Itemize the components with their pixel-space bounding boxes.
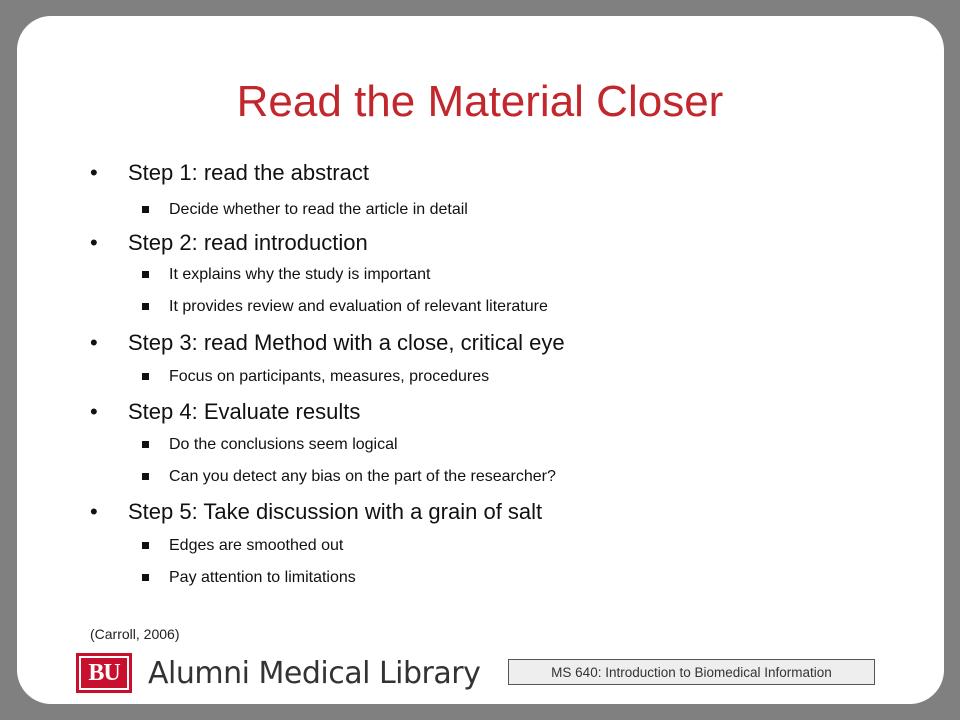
sub-bullet-text: It explains why the study is important [169, 266, 431, 283]
sub-bullet [169, 265, 430, 285]
square-bullet-icon [142, 473, 149, 480]
sub-bullet-text: Focus on participants, measures, procedures [169, 368, 490, 385]
square-bullet-icon [142, 574, 149, 581]
bullet-step-4 [90, 399, 361, 425]
citation: (Carroll, 2006) [90, 626, 180, 642]
square-bullet-icon [142, 542, 149, 549]
bullet-marker: • [90, 230, 98, 255]
logo-text: Alumni Medical Library [148, 655, 481, 691]
sub-bullet [169, 367, 489, 387]
course-label: MS 640: Introduction to Biomedical Information [508, 659, 875, 685]
bullet-text: Step 4: Evaluate results [128, 399, 361, 424]
bullet-text: Step 5: Take discussion with a grain of salt [128, 499, 543, 524]
sub-bullet [169, 297, 548, 317]
bu-shield-icon [76, 653, 132, 693]
bullet-text: Step 2: read introduction [128, 230, 368, 255]
sub-bullet [169, 200, 468, 220]
bullet-step-2 [90, 230, 368, 256]
square-bullet-icon [142, 441, 149, 448]
square-bullet-icon [142, 373, 149, 380]
square-bullet-icon [142, 271, 149, 278]
sub-bullet [169, 435, 398, 455]
sub-bullet-text: Can you detect any bias on the part of the researcher? [169, 468, 556, 485]
library-logo [76, 651, 480, 695]
bullet-marker: • [90, 160, 98, 185]
sub-bullet-text: Decide whether to read the article in detail [169, 201, 468, 218]
sub-bullet [169, 467, 556, 487]
bullet-marker: • [90, 499, 98, 524]
bullet-step-5 [90, 499, 543, 525]
sub-bullet-text: It provides review and evaluation of relevant literature [169, 298, 548, 315]
bullet-text: Step 1: read the abstract [128, 160, 369, 185]
sub-bullet-text: Pay attention to limitations [169, 569, 356, 586]
bullet-marker: • [90, 330, 98, 355]
bullet-step-3 [90, 330, 565, 356]
square-bullet-icon [142, 206, 149, 213]
slide-title: Read the Material Closer [236, 77, 724, 126]
sub-bullet-text: Do the conclusions seem logical [169, 436, 398, 453]
sub-bullet [169, 568, 356, 588]
sub-bullet-text: Edges are smoothed out [169, 537, 344, 554]
square-bullet-icon [142, 303, 149, 310]
bullet-marker: • [90, 399, 98, 424]
sub-bullet [169, 536, 343, 556]
logo-mark-text: BU [79, 656, 129, 690]
bullet-text: Step 3: read Method with a close, critical eye [128, 330, 565, 355]
bullet-step-1 [90, 160, 369, 186]
